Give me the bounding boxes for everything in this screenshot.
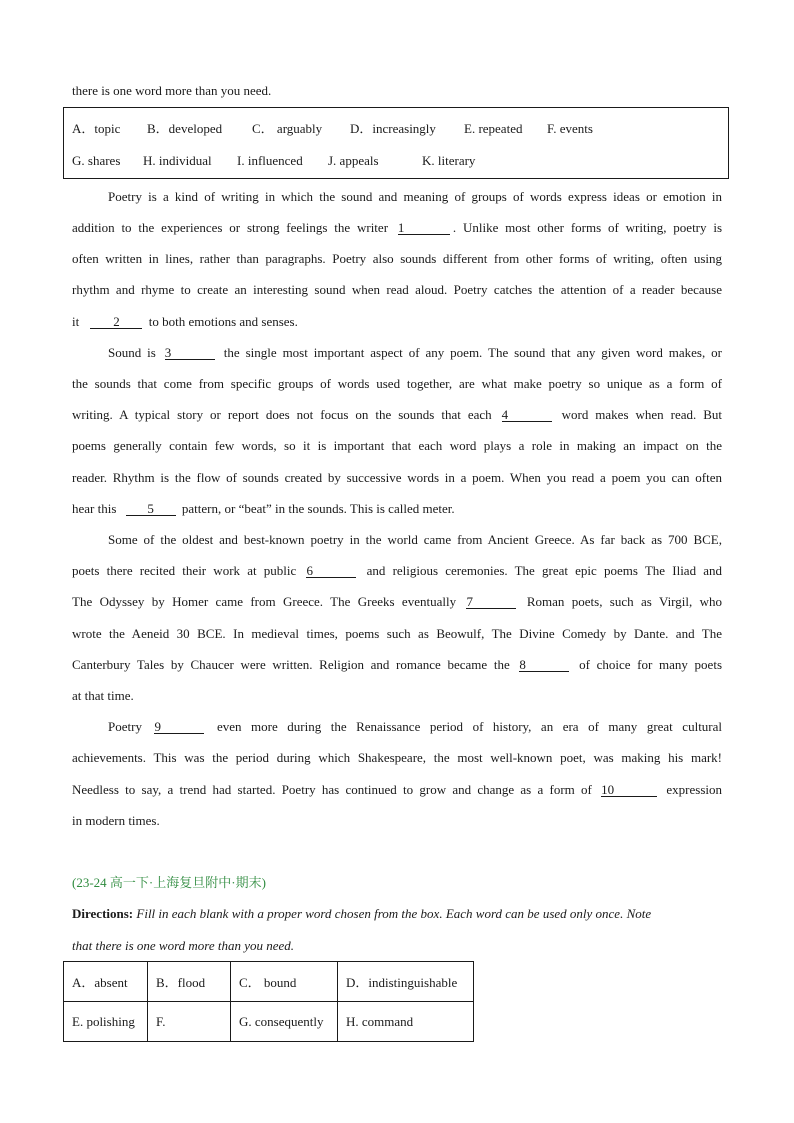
passage-line: Sound is 3 the single most important aspect of any poem. The sound that any given word makes, or bbox=[108, 345, 723, 360]
table-cell: B．flood bbox=[148, 962, 231, 1002]
blank-9[interactable]: 9 bbox=[154, 720, 204, 734]
option-f: F. events bbox=[547, 121, 593, 136]
blank-7[interactable]: 7 bbox=[466, 595, 516, 609]
option-c: C． arguably bbox=[252, 121, 323, 136]
passage-line: it 2 to both emotions and senses. bbox=[72, 314, 298, 329]
blank-10[interactable]: 10 bbox=[601, 783, 657, 797]
directions-line: that there is one word more than you need. bbox=[72, 938, 295, 953]
blank-8[interactable]: 8 bbox=[519, 658, 569, 672]
passage-line: the sounds that come from specific groups of words used together, are what make poetry so unique as a form of bbox=[72, 376, 722, 391]
table-row bbox=[64, 962, 474, 1002]
table-cell: H. command bbox=[338, 1002, 474, 1042]
directions-label: Directions: bbox=[72, 906, 134, 921]
directions-line: Directions: Fill in each blank with a proper word chosen from the box. Each word can be used only once. Note bbox=[72, 906, 652, 921]
question-source: (23-24 高一下·上海复旦附中·期末) bbox=[72, 875, 266, 890]
passage-line: reader. Rhythm is the flow of sounds created by successive words in a poem. When you read a poem you can often bbox=[72, 470, 722, 485]
passage-line: often written in lines, rather than paragraphs. Poetry also sounds different from other forms of writing, often using bbox=[72, 251, 722, 266]
passage-line: poets there recited their work at public 6 and religious ceremonies. The great epic poems The Iliad and bbox=[72, 563, 723, 578]
table-cell: E. polishing bbox=[64, 1002, 148, 1042]
passage-line: writing. A typical story or report does not focus on the sounds that each 4 word makes when read. But bbox=[72, 407, 723, 422]
passage-line: Needless to say, a trend had started. Poetry has continued to grow and change as a form of 10 expression bbox=[72, 782, 723, 797]
option-b: B．developed bbox=[147, 121, 223, 136]
passage-line: Some of the oldest and best-known poetry in the world came from Ancient Greece. As far back as 700 BCE, bbox=[108, 532, 722, 547]
passage-line: hear this 5 pattern, or “beat” in the sounds. This is called meter. bbox=[72, 501, 455, 516]
blank-3[interactable]: 3 bbox=[165, 346, 215, 360]
passage-line: at that time. bbox=[72, 688, 134, 703]
option-i: I. influenced bbox=[237, 153, 303, 168]
blank-4[interactable]: 4 bbox=[502, 408, 552, 422]
blank-1[interactable]: 1 bbox=[398, 221, 450, 235]
passage-line: The Odyssey by Homer came from Greece. The Greeks eventually 7 Roman poets, such as Virgil, who bbox=[72, 594, 723, 609]
table-row bbox=[64, 1002, 474, 1042]
option-d: D．increasingly bbox=[350, 121, 436, 136]
passage-line: addition to the experiences or strong feelings the writer 1 . Unlike most other forms of writing, poetry is bbox=[72, 220, 723, 235]
passage-line: achievements. This was the period during which Shakespeare, the most well-known poet, was making his mark! bbox=[72, 750, 722, 765]
table-cell: G. consequently bbox=[231, 1002, 338, 1042]
table-cell: F. bbox=[148, 1002, 231, 1042]
passage-line: Canterbury Tales by Chaucer were written. Religion and romance became the 8 of choice for many poets bbox=[72, 657, 722, 672]
word-bank-box bbox=[63, 107, 729, 179]
passage-line: wrote the Aeneid 30 BCE. In medieval times, poems such as Beowulf, The Divine Comedy by Dante. and The bbox=[72, 626, 722, 641]
blank-6[interactable]: 6 bbox=[306, 564, 356, 578]
option-a: A．topic bbox=[72, 121, 121, 136]
option-j: J. appeals bbox=[328, 153, 379, 168]
passage-line: rhythm and rhyme to create an interesting sound when read aloud. Poetry catches the attention of a reader because bbox=[72, 282, 722, 297]
option-k: K. literary bbox=[422, 153, 476, 168]
option-e: E. repeated bbox=[464, 121, 523, 136]
option-g: G. shares bbox=[72, 153, 121, 168]
passage-line: Poetry is a kind of writing in which the sound and meaning of groups of words express ideas or emotion in bbox=[108, 189, 722, 204]
intro-line: there is one word more than you need. bbox=[72, 83, 272, 98]
word-bank-table bbox=[63, 961, 474, 1042]
table-cell: A．absent bbox=[64, 962, 148, 1002]
blank-2[interactable]: 2 bbox=[90, 315, 142, 329]
passage-line: in modern times. bbox=[72, 813, 160, 828]
passage-line: poems generally contain few words, so it is important that each word plays a role in making an impact on the bbox=[72, 438, 722, 453]
option-h: H. individual bbox=[143, 153, 212, 168]
table-cell: C． bound bbox=[231, 962, 338, 1002]
blank-5[interactable]: 5 bbox=[126, 502, 176, 516]
table-cell: D．indistinguishable bbox=[338, 962, 474, 1002]
passage-line: Poetry 9 even more during the Renaissance period of history, an era of many great cultural bbox=[108, 719, 723, 734]
